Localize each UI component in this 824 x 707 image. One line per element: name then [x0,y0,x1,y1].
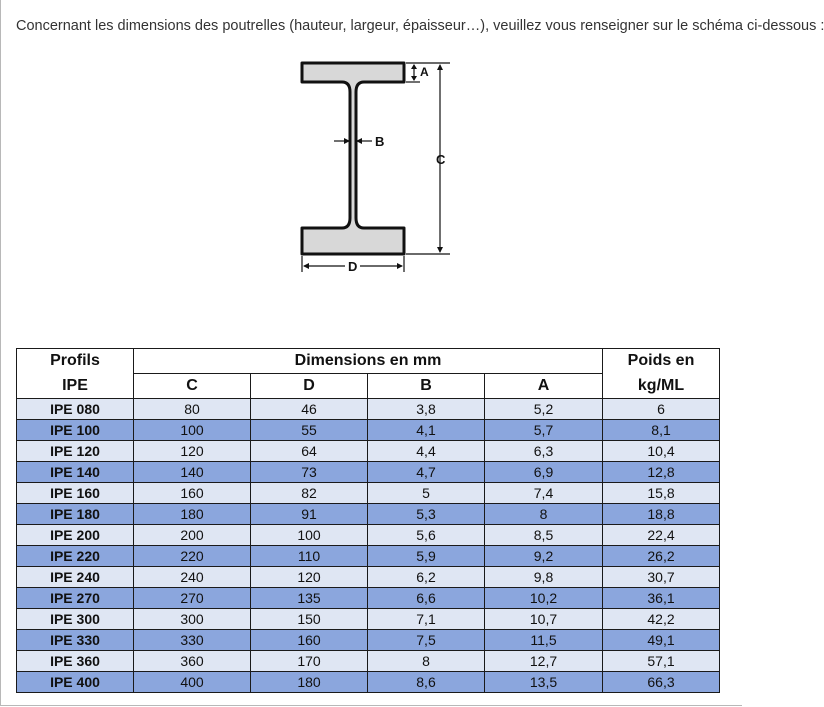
cell-a: 12,7 [485,651,603,672]
cell-profil: IPE 160 [17,483,134,504]
cell-a: 5,2 [485,399,603,420]
table-row [17,399,720,420]
cell-profil: IPE 180 [17,504,134,525]
cell-c: 270 [134,588,251,609]
cell-d: 64 [251,441,368,462]
cell-c: 220 [134,546,251,567]
cell-poids: 42,2 [603,609,720,630]
cell-b: 3,8 [368,399,485,420]
cell-a: 6,9 [485,462,603,483]
cell-poids: 10,4 [603,441,720,462]
header-col-b: B [368,374,485,399]
cell-poids: 8,1 [603,420,720,441]
cell-b: 6,6 [368,588,485,609]
cell-a: 9,2 [485,546,603,567]
table-row [17,588,720,609]
cell-d: 110 [251,546,368,567]
cell-c: 300 [134,609,251,630]
cell-profil: IPE 400 [17,672,134,693]
table-row [17,651,720,672]
cell-profil: IPE 120 [17,441,134,462]
table-row [17,525,720,546]
cell-profil: IPE 100 [17,420,134,441]
cell-profil: IPE 330 [17,630,134,651]
cell-d: 91 [251,504,368,525]
cell-c: 140 [134,462,251,483]
cell-a: 10,7 [485,609,603,630]
cell-a: 8,5 [485,525,603,546]
cell-c: 120 [134,441,251,462]
intro-text: Concernant les dimensions des poutrelles (hauteur, largeur, épaisseur…), veuillez vous renseigner sur le schéma ci-dessous : [16,18,824,34]
label-a: A [420,65,429,79]
cell-a: 9,8 [485,567,603,588]
cell-c: 100 [134,420,251,441]
cell-poids: 18,8 [603,504,720,525]
cell-a: 11,5 [485,630,603,651]
header-col-c: C [134,374,251,399]
cell-b: 8,6 [368,672,485,693]
cell-c: 360 [134,651,251,672]
cell-a: 10,2 [485,588,603,609]
cell-poids: 66,3 [603,672,720,693]
cell-poids: 36,1 [603,588,720,609]
cell-b: 5,3 [368,504,485,525]
cell-b: 5,6 [368,525,485,546]
header-col-a: A [485,374,603,399]
cell-c: 200 [134,525,251,546]
cell-poids: 22,4 [603,525,720,546]
label-d: D [348,259,358,274]
cell-b: 7,1 [368,609,485,630]
cell-profil: IPE 200 [17,525,134,546]
cell-a: 6,3 [485,441,603,462]
cell-d: 100 [251,525,368,546]
cell-b: 4,4 [368,441,485,462]
cell-poids: 57,1 [603,651,720,672]
cell-d: 120 [251,567,368,588]
cell-a: 7,4 [485,483,603,504]
cell-a: 13,5 [485,672,603,693]
cell-poids: 26,2 [603,546,720,567]
cell-b: 4,1 [368,420,485,441]
cell-poids: 12,8 [603,462,720,483]
cell-poids: 6 [603,399,720,420]
cell-profil: IPE 270 [17,588,134,609]
cell-c: 330 [134,630,251,651]
cell-b: 8 [368,651,485,672]
cell-profil: IPE 360 [17,651,134,672]
table-row [17,546,720,567]
i-beam-shape [302,63,404,254]
cell-d: 73 [251,462,368,483]
header-poids-line1: Poids en [603,349,720,374]
cell-d: 82 [251,483,368,504]
label-b: B [375,134,385,149]
header-profils-line1: Profils [17,349,134,374]
ipe-dimensions-table [16,348,720,693]
table-row [17,504,720,525]
table-row [17,420,720,441]
cell-profil: IPE 220 [17,546,134,567]
cell-d: 135 [251,588,368,609]
cell-b: 5 [368,483,485,504]
cell-profil: IPE 240 [17,567,134,588]
label-c: C [436,152,446,167]
cell-d: 46 [251,399,368,420]
cell-d: 170 [251,651,368,672]
header-col-d: D [251,374,368,399]
table-row [17,630,720,651]
header-dimensions: Dimensions en mm [134,349,603,374]
cell-d: 180 [251,672,368,693]
cell-profil: IPE 140 [17,462,134,483]
cell-c: 240 [134,567,251,588]
table-row [17,567,720,588]
cell-a: 8 [485,504,603,525]
cell-a: 5,7 [485,420,603,441]
cell-poids: 30,7 [603,567,720,588]
table-row [17,483,720,504]
table-row [17,609,720,630]
header-profils-line2: IPE [17,374,134,399]
cell-poids: 49,1 [603,630,720,651]
cell-d: 150 [251,609,368,630]
cell-d: 160 [251,630,368,651]
cell-profil: IPE 080 [17,399,134,420]
header-poids-line2: kg/ML [603,374,720,399]
i-beam-diagram [300,56,470,278]
cell-c: 180 [134,504,251,525]
cell-poids: 15,8 [603,483,720,504]
cell-c: 160 [134,483,251,504]
table-row [17,441,720,462]
cell-b: 4,7 [368,462,485,483]
cell-d: 55 [251,420,368,441]
table-body [17,399,720,693]
table-row [17,462,720,483]
cell-c: 400 [134,672,251,693]
cell-b: 6,2 [368,567,485,588]
cell-profil: IPE 300 [17,609,134,630]
table-row [17,672,720,693]
cell-b: 7,5 [368,630,485,651]
cell-b: 5,9 [368,546,485,567]
cell-c: 80 [134,399,251,420]
